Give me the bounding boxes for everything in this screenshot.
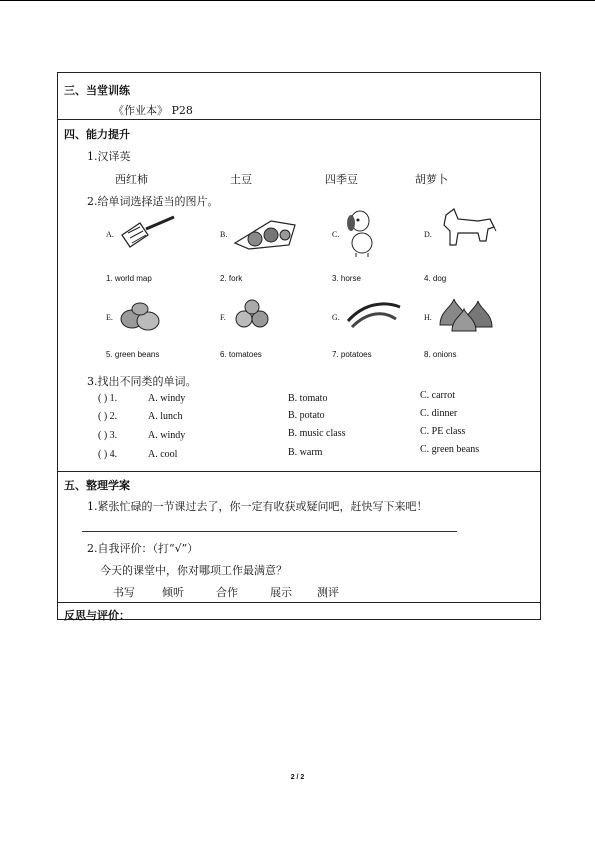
reflection-heading: 反思与评价：: [64, 609, 130, 622]
divider: [58, 119, 540, 120]
picture-caption: 8. onions: [424, 350, 457, 359]
option-b: B. warm: [288, 447, 323, 458]
cn-word: 胡萝卜: [415, 173, 448, 186]
picture-letter: C.: [332, 230, 340, 239]
onions-picture: [434, 295, 498, 335]
dog-picture: [342, 207, 382, 257]
option-assessment[interactable]: 测评: [317, 586, 339, 599]
divider: [58, 471, 540, 472]
picture-letter: G.: [332, 313, 340, 322]
section3-heading: 三、当堂训练: [64, 84, 130, 97]
q3-title: 3.找出不同类的单词。: [87, 375, 197, 388]
section5-q1: 1.紧张忙碌的一节课过去了，你一定有收获或疑问吧，赶快写下来吧！: [87, 500, 428, 513]
option-a: A. windy: [148, 393, 186, 404]
divider: [58, 602, 540, 603]
option-cooperation[interactable]: 合作: [216, 586, 238, 599]
section5-heading: 五、整理学案: [64, 479, 130, 492]
picture-caption: 2. fork: [220, 274, 243, 283]
picture-letter: A.: [106, 230, 114, 239]
tomatoes-picture: [232, 297, 272, 333]
picture-caption: 1. world map: [106, 274, 152, 283]
lesson-sheet: [57, 72, 541, 620]
option-a: A. windy: [148, 430, 186, 441]
cn-word: 四季豆: [325, 173, 358, 186]
picture-caption: 6. tomatoes: [220, 350, 262, 359]
option-presentation[interactable]: 展示: [270, 586, 292, 599]
picture-caption: 5. green beans: [106, 350, 160, 359]
picture-letter: H.: [424, 313, 432, 322]
option-c: C. green beans: [420, 444, 480, 455]
picture-caption: 4. dog: [424, 274, 447, 283]
option-a: A. cool: [148, 449, 178, 460]
spatula-picture: [118, 215, 178, 253]
answer-blank[interactable]: ( ) 3.: [98, 430, 118, 441]
option-listening[interactable]: 倾听: [162, 586, 184, 599]
horse-picture: [434, 205, 498, 257]
page-number: 2 / 2: [290, 774, 305, 781]
satisfaction-prompt: 今天的课堂中，你对哪项工作最满意？: [100, 564, 287, 577]
option-b: B. potato: [288, 410, 325, 421]
writing-line[interactable]: [82, 531, 457, 532]
pizza-tray-picture: [231, 215, 297, 253]
picture-caption: 3. horse: [332, 274, 361, 283]
option-b: B. music class: [288, 428, 346, 439]
answer-blank[interactable]: ( ) 4.: [98, 449, 118, 460]
q2-title: 2.给单词选择适当的图片。: [87, 195, 219, 208]
potatoes-picture: [118, 299, 162, 335]
option-b: B. tomato: [288, 393, 328, 404]
section5-q2: 2.自我评价：（打“√”）: [87, 542, 199, 555]
q1-title: 1.汉译英: [87, 150, 131, 163]
option-c: C. dinner: [420, 408, 458, 419]
option-a: A. lunch: [148, 411, 183, 422]
picture-caption: 7. potatoes: [332, 350, 372, 359]
answer-blank[interactable]: ( ) 1.: [98, 393, 118, 404]
picture-letter: E.: [106, 313, 113, 322]
option-c: C. carrot: [420, 390, 455, 401]
picture-letter: F.: [220, 313, 226, 322]
option-c: C. PE class: [420, 426, 466, 437]
cn-word: 土豆: [230, 173, 252, 186]
top-rule: [0, 0, 595, 1]
picture-letter: B.: [220, 230, 228, 239]
green-beans-picture: [344, 297, 404, 333]
answer-blank[interactable]: ( ) 2.: [98, 411, 118, 422]
option-writing[interactable]: 书写: [113, 586, 135, 599]
section4-heading: 四、能力提升: [64, 128, 130, 141]
cn-word: 西红柿: [115, 173, 148, 186]
workbook-reference: 《作业本》 P28: [113, 104, 193, 117]
picture-letter: D.: [424, 230, 432, 239]
